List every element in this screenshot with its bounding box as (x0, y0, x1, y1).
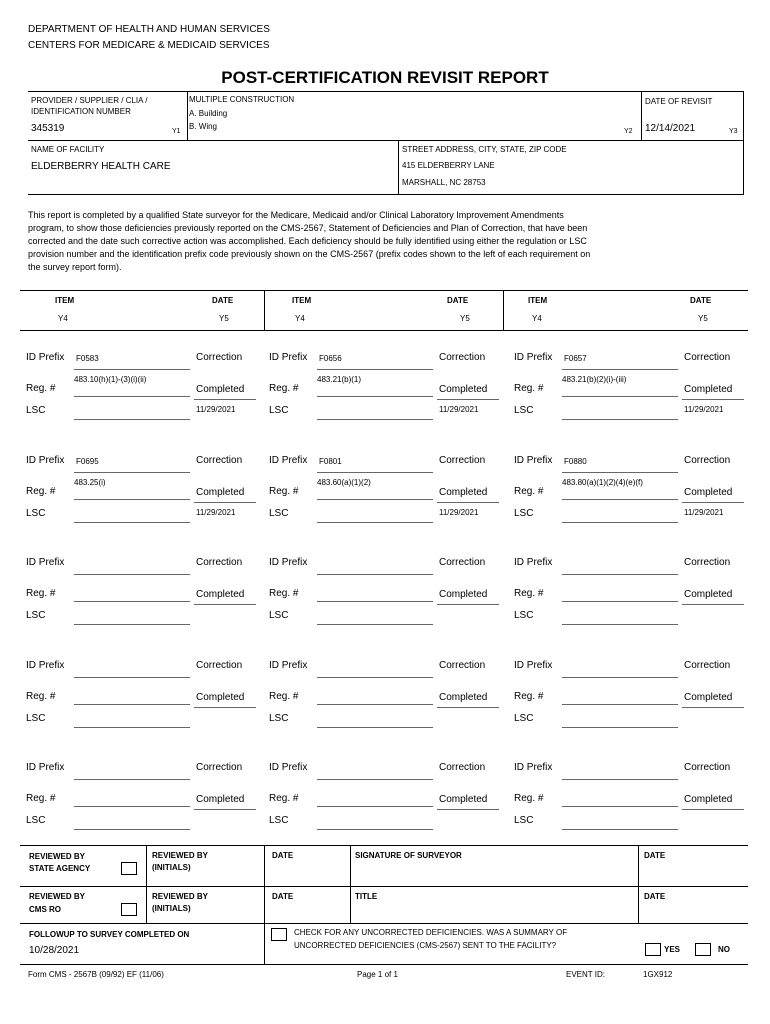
reg-value: 483.60(a)(1)(2) (317, 478, 371, 487)
lsc-label: LSC (514, 508, 534, 519)
col-item-code: Y4 (532, 314, 542, 323)
uncorrected-question-2: UNCORRECTED DEFICIENCIES (CMS-2567) SENT TO THE FACILITY? (294, 941, 557, 950)
correction-label: Correction (439, 762, 486, 773)
yes-label: YES (664, 945, 681, 954)
completed-date-field[interactable] (194, 399, 256, 400)
reviewed-state-checkbox[interactable] (121, 862, 137, 875)
id-prefix-value: F0695 (76, 457, 99, 466)
id-prefix-label: ID Prefix (26, 762, 65, 773)
reg-field[interactable] (317, 806, 433, 807)
lsc-field[interactable] (74, 522, 190, 523)
department-name: DEPARTMENT OF HEALTH AND HUMAN SERVICES (28, 24, 270, 35)
reg-field[interactable] (317, 396, 433, 397)
id-prefix-field[interactable] (74, 369, 190, 370)
col-date-label: DATE (212, 296, 234, 305)
uncorrected-question-1: CHECK FOR ANY UNCORRECTED DEFICIENCIES. WAS A SUMMARY OF (294, 928, 568, 937)
id-prefix-field[interactable] (317, 472, 433, 473)
construction-building: A. Building (189, 109, 228, 118)
completed-label: Completed (196, 384, 245, 395)
id-prefix-field[interactable] (74, 779, 190, 780)
completed-label: Completed (439, 384, 488, 395)
lsc-label: LSC (514, 815, 534, 826)
lsc-label: LSC (269, 508, 289, 519)
id-prefix-field[interactable] (74, 677, 190, 678)
id-prefix-field[interactable] (317, 677, 433, 678)
id-prefix-label: ID Prefix (514, 557, 553, 568)
completed-date-field[interactable] (437, 604, 499, 605)
uncorrected-checkbox[interactable] (271, 928, 287, 941)
page-number: Page 1 of 1 (357, 970, 398, 979)
reg-value: 483.21(b)(2)(i)-(iii) (562, 375, 627, 384)
correction-label: Correction (196, 455, 243, 466)
lsc-label: LSC (269, 713, 289, 724)
completed-date-field[interactable] (682, 399, 744, 400)
lsc-field[interactable] (74, 624, 190, 625)
reg-label: Reg. # (26, 691, 56, 702)
completed-label: Completed (196, 487, 245, 498)
lsc-field[interactable] (562, 522, 678, 523)
lsc-field[interactable] (562, 419, 678, 420)
id-prefix-label: ID Prefix (269, 352, 308, 363)
signature-label: SIGNATURE OF SURVEYOR (355, 851, 462, 860)
reg-label: Reg. # (514, 588, 544, 599)
col-item-label: ITEM (528, 296, 548, 305)
facility-city: MARSHALL, NC 28753 (402, 178, 486, 187)
reg-field[interactable] (562, 806, 678, 807)
reg-field[interactable] (317, 499, 433, 500)
completed-date-field[interactable] (194, 604, 256, 605)
completed-label: Completed (439, 589, 488, 600)
col-date-code: Y5 (698, 314, 708, 323)
reg-label: Reg. # (26, 793, 56, 804)
reg-label: Reg. # (269, 691, 299, 702)
id-prefix-label: ID Prefix (269, 762, 308, 773)
correction-label: Correction (684, 660, 731, 671)
completed-label: Completed (684, 589, 733, 600)
reviewed-cms-checkbox[interactable] (121, 903, 137, 916)
completed-label: Completed (196, 692, 245, 703)
id-prefix-label: ID Prefix (26, 557, 65, 568)
completed-label: Completed (439, 487, 488, 498)
col-item-label: ITEM (292, 296, 312, 305)
completed-label: Completed (684, 692, 733, 703)
id-prefix-field[interactable] (562, 472, 678, 473)
id-prefix-label: ID Prefix (26, 455, 65, 466)
completed-date-value: 11/29/2021 (196, 508, 236, 517)
id-prefix-label: ID Prefix (269, 557, 308, 568)
reviewed-cms-label-1: REVIEWED BY (29, 892, 86, 901)
reg-label: Reg. # (269, 793, 299, 804)
col-date-label: DATE (690, 296, 712, 305)
completed-date-field[interactable] (682, 502, 744, 503)
reg-value: 483.25(i) (74, 478, 106, 487)
reg-value: 483.21(b)(1) (317, 375, 362, 384)
reg-field[interactable] (74, 601, 190, 602)
reg-label: Reg. # (514, 383, 544, 394)
completed-date-value: 11/29/2021 (196, 405, 236, 414)
lsc-field[interactable] (562, 829, 678, 830)
reviewed-state-label-1: REVIEWED BY (29, 852, 86, 861)
provider-label-2: IDENTIFICATION NUMBER (31, 107, 131, 116)
reg-label: Reg. # (26, 588, 56, 599)
id-prefix-label: ID Prefix (514, 455, 553, 466)
completed-date-value: 11/29/2021 (439, 405, 479, 414)
correction-label: Correction (439, 557, 486, 568)
date-label: DATE (644, 851, 666, 860)
lsc-label: LSC (269, 610, 289, 621)
id-prefix-value: F0656 (319, 354, 342, 363)
completed-date-field[interactable] (194, 502, 256, 503)
correction-label: Correction (439, 660, 486, 671)
id-prefix-field[interactable] (562, 779, 678, 780)
lsc-field[interactable] (317, 727, 433, 728)
lsc-label: LSC (26, 713, 46, 724)
correction-label: Correction (196, 557, 243, 568)
id-prefix-field[interactable] (317, 574, 433, 575)
id-prefix-value: F0583 (76, 354, 99, 363)
revisit-date-label: DATE OF REVISIT (645, 97, 713, 106)
id-prefix-label: ID Prefix (26, 352, 65, 363)
completed-label: Completed (684, 794, 733, 805)
date-label: DATE (272, 851, 294, 860)
reg-field[interactable] (562, 601, 678, 602)
lsc-field[interactable] (74, 829, 190, 830)
id-prefix-label: ID Prefix (269, 660, 308, 671)
lsc-field[interactable] (562, 624, 678, 625)
completed-date-field[interactable] (682, 707, 744, 708)
intro-line: corrected and the date such corrective action was accomplished. Each deficiency should be fully identified using either the regulation or LSC (28, 236, 587, 246)
initials-label-1: REVIEWED BY (152, 892, 209, 901)
intro-line: program, to show those deficiencies previously reported on the CMS-2567, Statement of Deficiencies and Plan of Correction, that have been (28, 223, 588, 233)
intro-line: the survey report form). (28, 262, 122, 272)
followup-date: 10/28/2021 (29, 945, 80, 956)
id-prefix-field[interactable] (562, 574, 678, 575)
facility-name-label: NAME OF FACILITY (31, 145, 105, 154)
completed-date-field[interactable] (194, 809, 256, 810)
id-prefix-field[interactable] (74, 574, 190, 575)
correction-label: Correction (439, 352, 486, 363)
reg-label: Reg. # (26, 486, 56, 497)
initials-label-2: (INITIALS) (152, 904, 191, 913)
reg-field[interactable] (317, 601, 433, 602)
lsc-field[interactable] (317, 829, 433, 830)
col-item-code: Y4 (58, 314, 68, 323)
completed-date-value: 11/29/2021 (684, 508, 724, 517)
lsc-field[interactable] (317, 624, 433, 625)
reg-field[interactable] (562, 396, 678, 397)
lsc-label: LSC (269, 405, 289, 416)
lsc-label: LSC (514, 610, 534, 621)
completed-date-field[interactable] (437, 399, 499, 400)
reg-label: Reg. # (269, 383, 299, 394)
followup-label: FOLLOWUP TO SURVEY COMPLETED ON (29, 930, 190, 939)
construction-code: Y2 (624, 128, 633, 135)
lsc-label: LSC (514, 405, 534, 416)
form-id: Form CMS - 2567B (09/92) EF (11/06) (28, 970, 164, 979)
completed-label: Completed (439, 692, 488, 703)
event-id-label: EVENT ID: (566, 970, 605, 979)
lsc-label: LSC (514, 713, 534, 724)
reg-label: Reg. # (269, 588, 299, 599)
id-prefix-field[interactable] (562, 677, 678, 678)
reg-field[interactable] (74, 806, 190, 807)
id-prefix-field[interactable] (562, 369, 678, 370)
correction-label: Correction (196, 660, 243, 671)
reg-field[interactable] (562, 704, 678, 705)
lsc-label: LSC (26, 405, 46, 416)
reg-label: Reg. # (514, 691, 544, 702)
completed-label: Completed (439, 794, 488, 805)
id-prefix-label: ID Prefix (269, 455, 308, 466)
completed-date-field[interactable] (437, 809, 499, 810)
id-prefix-value: F0657 (564, 354, 587, 363)
address-label: STREET ADDRESS, CITY, STATE, ZIP CODE (402, 145, 567, 154)
correction-label: Correction (684, 762, 731, 773)
facility-name: ELDERBERRY HEALTH CARE (31, 161, 171, 172)
completed-date-field[interactable] (682, 604, 744, 605)
correction-label: Correction (684, 352, 731, 363)
completed-label: Completed (684, 487, 733, 498)
initials-label-2: (INITIALS) (152, 863, 191, 872)
col-date-label: DATE (447, 296, 469, 305)
completed-label: Completed (196, 589, 245, 600)
reg-field[interactable] (74, 499, 190, 500)
lsc-label: LSC (269, 815, 289, 826)
lsc-field[interactable] (74, 727, 190, 728)
completed-date-field[interactable] (194, 707, 256, 708)
reviewed-state-label-2: STATE AGENCY (29, 864, 91, 873)
id-prefix-label: ID Prefix (26, 660, 65, 671)
provider-number: 345319 (31, 123, 65, 134)
construction-label: MULTIPLE CONSTRUCTION (189, 95, 295, 104)
reg-field[interactable] (317, 704, 433, 705)
col-item-code: Y4 (295, 314, 305, 323)
completed-date-field[interactable] (682, 809, 744, 810)
correction-label: Correction (196, 762, 243, 773)
reviewed-cms-label-2: CMS RO (29, 905, 61, 914)
id-prefix-value: F0880 (564, 457, 587, 466)
page-title: POST-CERTIFICATION REVISIT REPORT (221, 68, 549, 87)
completed-date-field[interactable] (437, 707, 499, 708)
reg-value: 483.80(a)(1)(2)(4)(e)(f) (562, 478, 643, 487)
col-date-code: Y5 (219, 314, 229, 323)
event-id: 1GX912 (643, 970, 673, 979)
date-label: DATE (644, 892, 666, 901)
correction-label: Correction (684, 455, 731, 466)
id-prefix-field[interactable] (74, 472, 190, 473)
title-label: TITLE (355, 892, 378, 901)
col-date-code: Y5 (460, 314, 470, 323)
lsc-label: LSC (26, 508, 46, 519)
id-prefix-value: F0801 (319, 457, 342, 466)
correction-label: Correction (684, 557, 731, 568)
lsc-field[interactable] (562, 727, 678, 728)
reg-field[interactable] (74, 396, 190, 397)
construction-wing: B. Wing (189, 122, 218, 131)
provider-code: Y1 (172, 128, 181, 135)
id-prefix-label: ID Prefix (514, 762, 553, 773)
completed-label: Completed (684, 384, 733, 395)
lsc-label: LSC (26, 610, 46, 621)
id-prefix-field[interactable] (317, 779, 433, 780)
lsc-field[interactable] (317, 419, 433, 420)
lsc-field[interactable] (317, 522, 433, 523)
lsc-field[interactable] (74, 419, 190, 420)
facility-street: 415 ELDERBERRY LANE (402, 161, 495, 170)
completed-date-value: 11/29/2021 (684, 405, 724, 414)
completed-label: Completed (196, 794, 245, 805)
reg-value: 483.10(h)(1)-(3)(i)(ii) (74, 375, 147, 384)
completed-date-value: 11/29/2021 (439, 508, 479, 517)
lsc-label: LSC (26, 815, 46, 826)
id-prefix-label: ID Prefix (514, 352, 553, 363)
initials-label-1: REVIEWED BY (152, 851, 209, 860)
provider-label-1: PROVIDER / SUPPLIER / CLIA / (31, 96, 148, 105)
yes-checkbox[interactable] (645, 943, 661, 956)
revisit-code: Y3 (729, 128, 738, 135)
id-prefix-field[interactable] (317, 369, 433, 370)
id-prefix-label: ID Prefix (514, 660, 553, 671)
no-checkbox[interactable] (695, 943, 711, 956)
no-label: NO (718, 945, 730, 954)
reg-field[interactable] (74, 704, 190, 705)
reg-label: Reg. # (26, 383, 56, 394)
reg-label: Reg. # (514, 793, 544, 804)
reg-field[interactable] (562, 499, 678, 500)
intro-line: provision number and the identification prefix code previously shown on the CMS-2567 (prefix codes shown to the left of each requirement on (28, 249, 591, 259)
reg-label: Reg. # (269, 486, 299, 497)
date-label: DATE (272, 892, 294, 901)
reg-label: Reg. # (514, 486, 544, 497)
col-item-label: ITEM (55, 296, 75, 305)
completed-date-field[interactable] (437, 502, 499, 503)
centers-name: CENTERS FOR MEDICARE & MEDICAID SERVICES (28, 40, 270, 51)
correction-label: Correction (439, 455, 486, 466)
revisit-date: 12/14/2021 (645, 123, 696, 134)
correction-label: Correction (196, 352, 243, 363)
intro-line: This report is completed by a qualified State surveyor for the Medicare, Medicaid and/or Clinical Laboratory Improvement Amendments (28, 210, 564, 220)
